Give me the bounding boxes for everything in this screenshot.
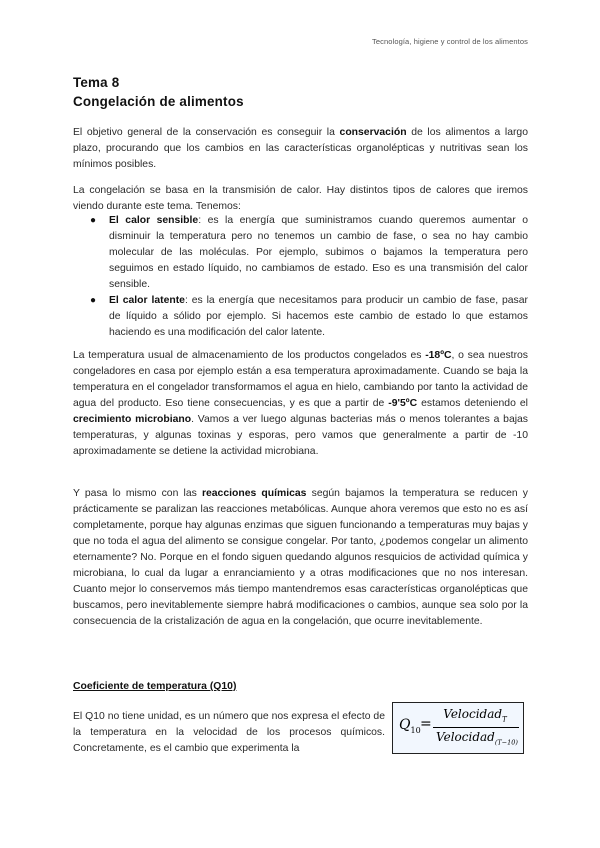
title-block [73, 73, 244, 111]
section-heading: Coeficiente de temperatura (Q10) [73, 681, 237, 692]
intro-paragraph: El objetivo general de la conservación es conseguir la conservación de los alimentos a largo plazo, procurando que los cambios en las características organolépticas y nutritivas sean los mínimos posibles. [73, 127, 528, 170]
bullet-term: El calor sensible [109, 215, 199, 226]
page-title: Congelación de alimentos [73, 94, 244, 109]
topic-number: Tema 8 [73, 75, 120, 90]
list-item: ● El calor sensible: es la energía que suministramos cuando queremos aumentar o disminuir la temperatura pero no tenemos un cambio de fase, o sea no hay cambio molecular de las moléculas. Por ejemplo, subimos o bajamos la temperatura pero seguimos en estado líquido, no cambiamos de estado. Eso es una transmisión del calor sensible. [90, 215, 528, 290]
list-item: ● El calor latente: es la energía que necesitamos para producir un cambio de fase, pasar de líquido a sólido por ejemplo. Si hacemos este cambio de estado lo que estamos haciendo es una modificación del calor latente. [90, 295, 528, 338]
chemical-reactions-paragraph: Y pasa lo mismo con las reacciones químicas según bajamos la temperatura se reducen y prácticamente se paralizan las reacciones metabólicas. Aunque ahora veremos que esto no es así completamente, porque hay algunas enzimas que siguen funcionando a temperaturas muy bajas y que no toda el agua del alimento se consigue congelar. Por tanto, ¿podemos congelar un alimento eternamente? No. Porque en el fondo siguen quedando algunos resquicios de actividad química y microbiana, lo cual da lugar a enranciamiento y a otras modificaciones que no nos interesan. Cuanto mejor lo conservemos más tiempo mantendremos esas características organolépticas que buscamos, pero inevitablemente siempre habrá modificaciones o cambios, aunque sea solo por la consecuencia de la cristalización de agua en la congelación, que ocurre inevitablemente. [73, 488, 529, 627]
heat-types-paragraph: La congelación se basa en la transmisión de calor. Hay distintos tipos de calores que iremos viendo durante este tema. Tenemos: [73, 185, 528, 212]
storage-temperature-paragraph: La temperatura usual de almacenamiento de los productos congelados es -18ºC, o sea nuestros congeladores en casa por ejemplo están a esa temperatura aproximadamente. Cuando se baja la temperatura en el congelador transformamos el agua en hielo, cambiando por tanto la actividad de agua del producto. Eso tiene consecuencias, y es que a partir de -9'5ºC estamos deteniendo el crecimiento microbiano. Vamos a ver luego algunas bacterias más o menos tolerantes a bajas temperaturas, y algunas toxinas y esporas, pero vamos que generalmente a partir de -10 aproximadamente se detiene la actividad microbiana. [73, 350, 529, 457]
q10-paragraph: El Q10 no tiene unidad, es un número que nos expresa el efecto de la temperatura en la velocidad de los procesos químicos. Concretamente, es el cambio que experimenta la [73, 711, 385, 754]
running-header: Tecnología, higiene y control de los alimentos [372, 37, 528, 46]
formula-numerator: Velocidad$_T$ [443, 707, 507, 724]
bullet-icon: ● [90, 295, 97, 306]
q10-formula [392, 702, 524, 754]
fraction-bar [433, 727, 519, 728]
heat-types-list [73, 213, 528, 341]
formula-lhs: $Q_{10}$ [399, 717, 421, 735]
bullet-icon: ● [90, 215, 97, 226]
formula-denominator: Velocidad$_{(T-10)}$ [436, 730, 518, 747]
bold-term: conservación [339, 127, 407, 138]
bullet-term: El calor latente [109, 295, 185, 306]
formula-equals: = [420, 716, 432, 732]
